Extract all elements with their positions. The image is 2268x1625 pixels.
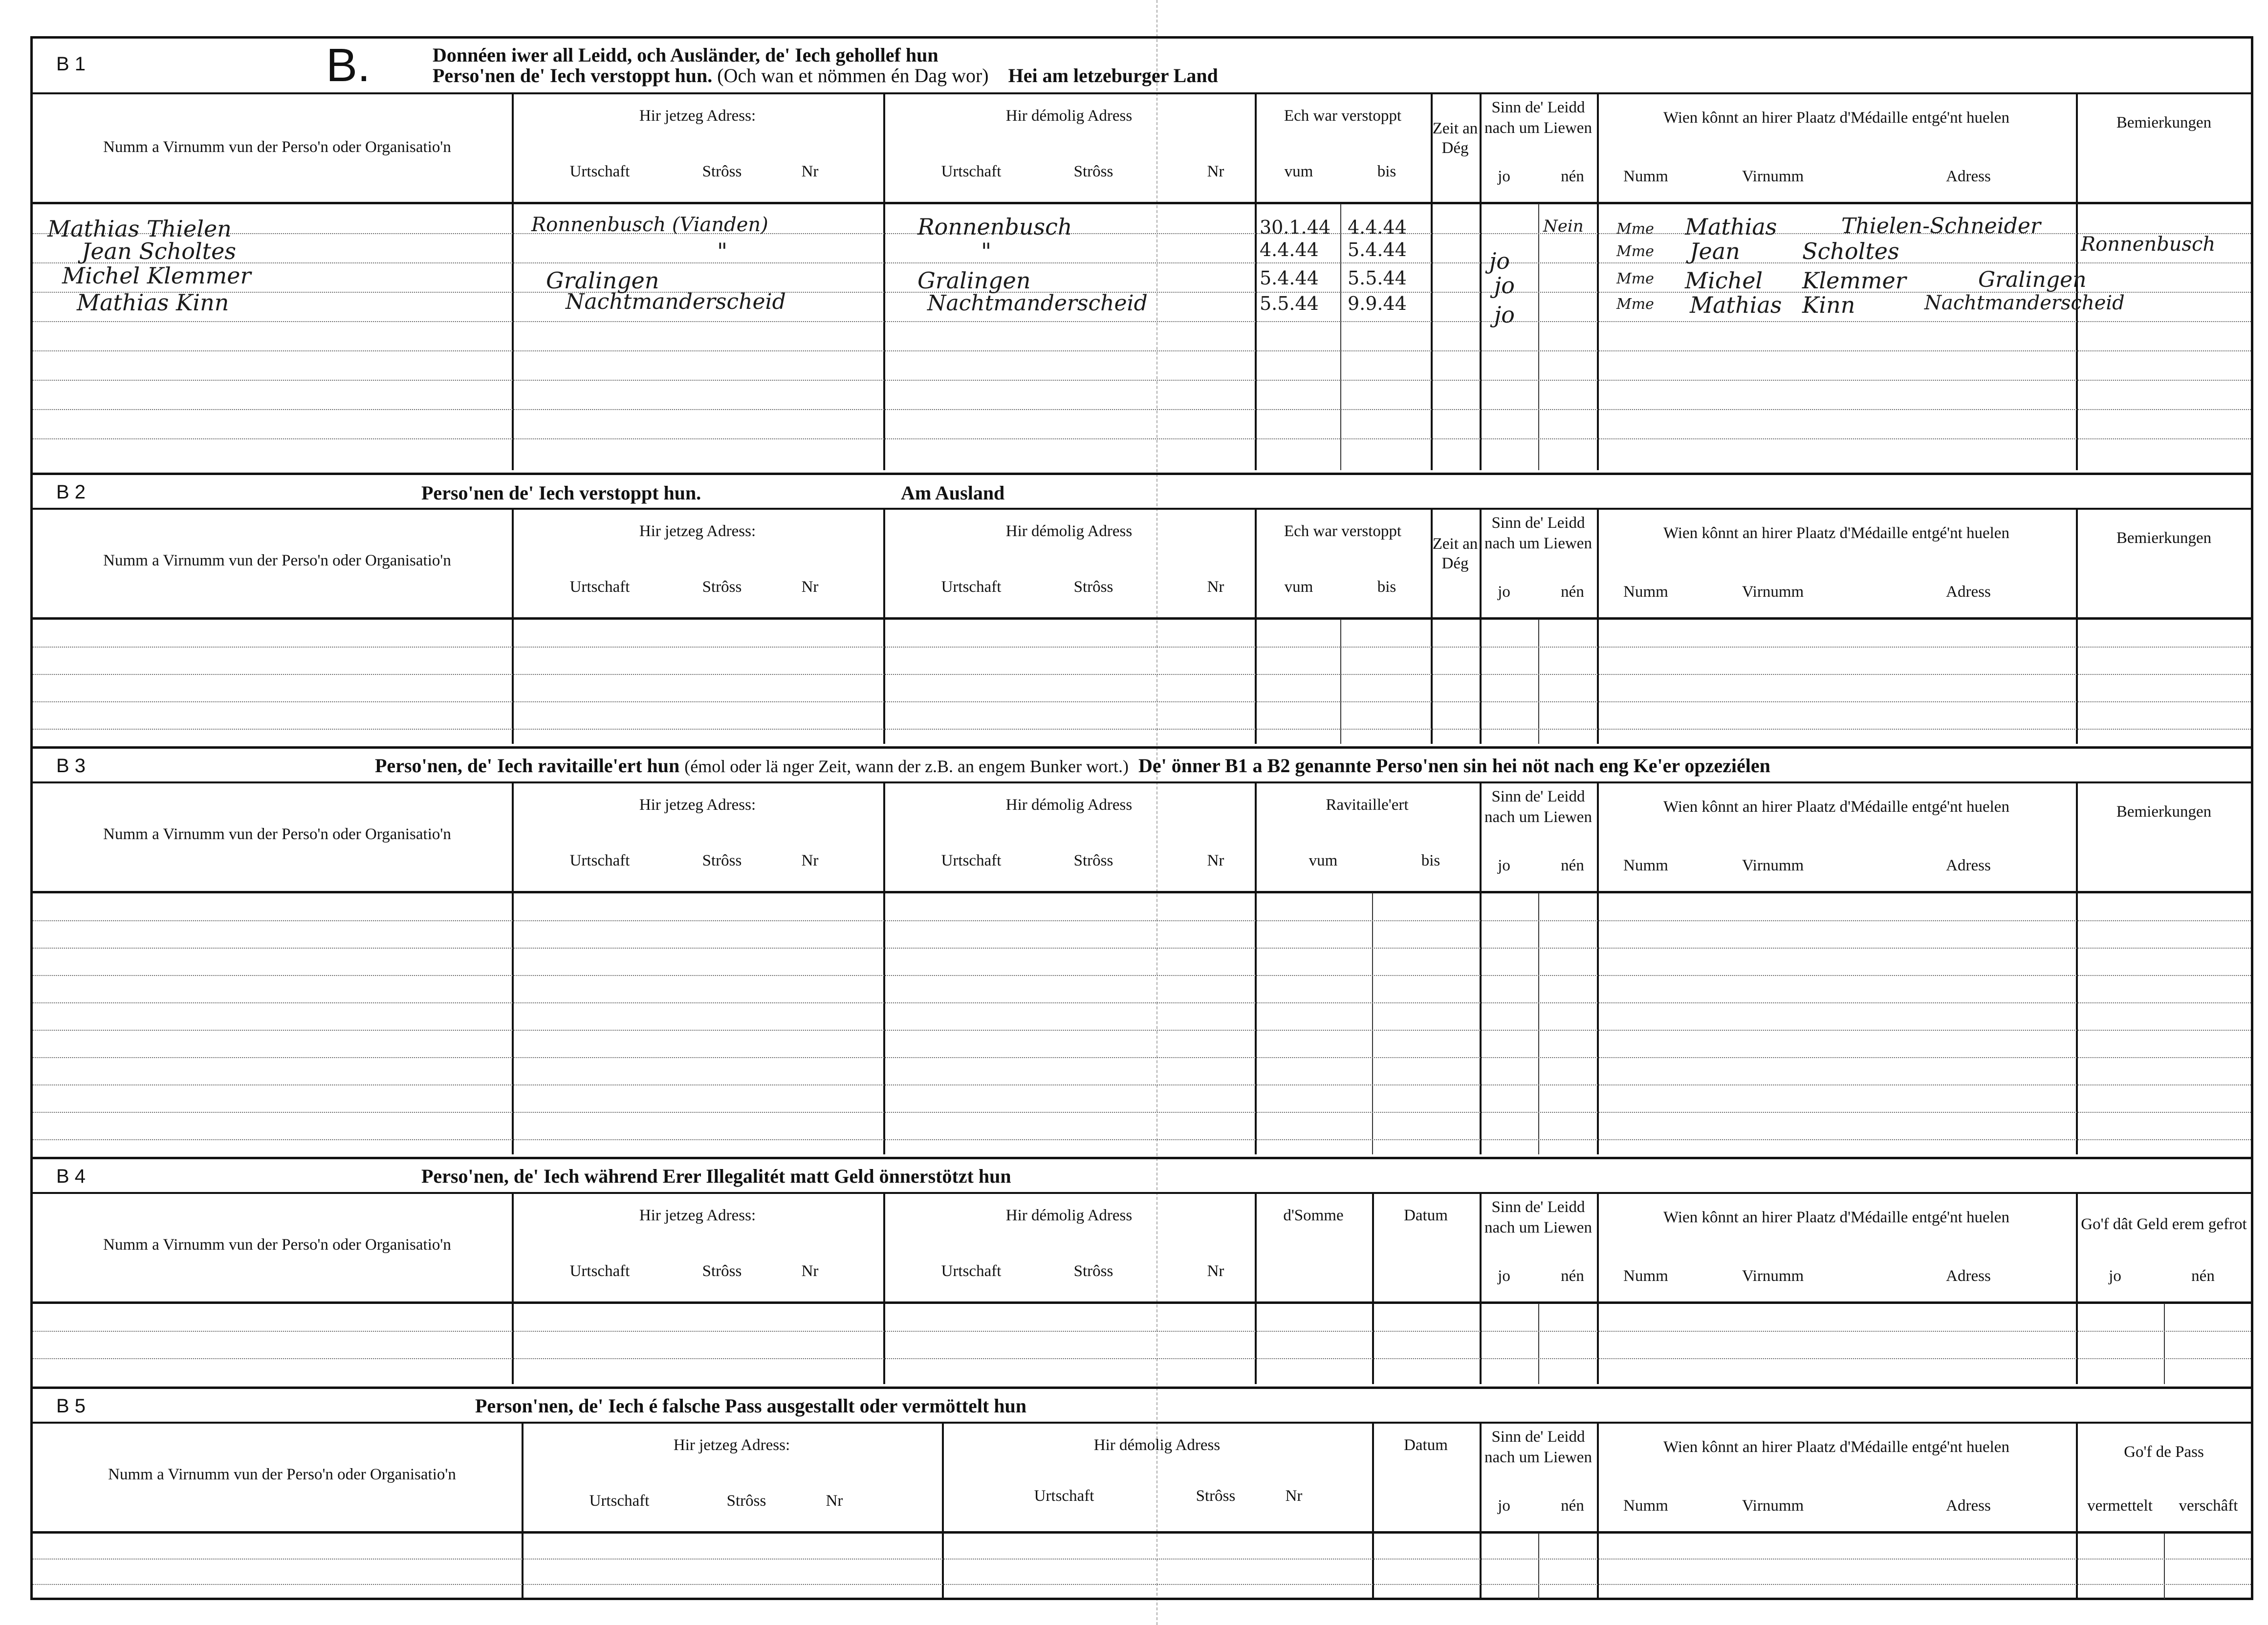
b5-h-gof-pass: Go'f de Pass xyxy=(2124,1443,2204,1461)
b1-h-vum: vum xyxy=(1284,163,1313,180)
b1-entry3-from: 5.4.44 xyxy=(1260,267,1319,289)
b1-entry4-cur-town: Nachtmanderscheid xyxy=(566,289,786,314)
b1-entry2-medal-first: Jean xyxy=(1690,238,1740,264)
b2-h-cur-stross: Strôss xyxy=(702,578,742,596)
b5-h-medal: Wien kônnt an hirer Plaatz d'Médaille entgé'nt huelen xyxy=(1663,1438,2009,1456)
b4-title-bar xyxy=(33,1157,2251,1194)
b2-h-zeit: Zeit an Dég xyxy=(1432,535,1478,572)
form-sheet xyxy=(30,36,2253,1600)
b4-h-cur-stross: Strôss xyxy=(702,1262,742,1280)
b2-h-vum: vum xyxy=(1284,578,1313,596)
b1-entry1-cur-town: Ronnenbusch (Vianden) xyxy=(531,214,768,236)
b2-h-old-address: Hir démolig Adress xyxy=(1005,522,1133,540)
b3-h-vum: vum xyxy=(1308,852,1338,869)
b3-title: Perso'nen, de' Iech ravitaille'ert hun (émol oder lä nger Zeit, wann der z.B. an engem Bunker wort.) De' önner B1 a B2 genannte Perso'nen sin hei nöt nach eng Ke'er opzeziélen xyxy=(375,755,1770,777)
b1-entry3-old-town: Gralingen xyxy=(917,267,1031,294)
b1-h-medal: Wien kônnt an hirer Plaatz d'Médaille entgé'nt huelen xyxy=(1663,109,2009,127)
b2-title-place: Am Ausland xyxy=(901,482,1005,504)
b5-title: Person'nen, de' Iech é falsche Pass ausgestallt oder vermöttelt hun xyxy=(475,1395,1027,1417)
b1-h-name: Numm a Virnumm vun der Perso'n oder Organisatio'n xyxy=(103,138,451,156)
b1-entry2-old-town: " xyxy=(981,238,992,264)
b3-h-name: Numm a Virnumm vun der Perso'n oder Organisatio'n xyxy=(103,825,451,843)
b4-h-old-address: Hir démolig Adress xyxy=(1005,1207,1133,1224)
b1-header xyxy=(33,94,2251,204)
b1-h-bis: bis xyxy=(1377,163,1396,180)
b1-entry4-medal-first: Mathias xyxy=(1690,292,1782,318)
b3-h-virnumm: Virnumm xyxy=(1742,857,1804,874)
b1-entry1-medal-first: Mathias xyxy=(1685,214,1777,240)
b1-h-jo: jo xyxy=(1498,168,1510,185)
b5-h-virnumm: Virnumm xyxy=(1742,1497,1804,1515)
b4-h-gof-geld: Go'f dât Geld erem gefrot xyxy=(2081,1215,2247,1233)
b1-entry2-medal-title: Mme xyxy=(1616,243,1654,260)
b1-h-adress: Adress xyxy=(1946,168,1991,185)
b5-h-nen: nén xyxy=(1561,1497,1584,1515)
b5-header xyxy=(33,1424,2251,1534)
b2-h-old-nr: Nr xyxy=(1207,578,1224,596)
b2-title-bar xyxy=(33,473,2251,510)
b2-h-old-urtschaft: Urtschaft xyxy=(941,578,1002,596)
b3-h-cur-stross: Strôss xyxy=(702,852,742,869)
b1-entry2-name: Jean Scholtes xyxy=(82,238,236,264)
section-b1 xyxy=(33,39,2251,473)
b5-title-bar xyxy=(33,1387,2251,1424)
b2-title: Perso'nen de' Iech verstoppt hun. xyxy=(421,482,701,504)
b1-h-cur-urtschaft: Urtschaft xyxy=(569,163,630,180)
b4-h-old-nr: Nr xyxy=(1207,1262,1224,1280)
b1-entry3-to: 5.5.44 xyxy=(1348,267,1407,289)
b5-h-adress: Adress xyxy=(1946,1497,1991,1515)
section-b2 xyxy=(33,473,2251,746)
b5-h-cur-nr: Nr xyxy=(826,1492,843,1510)
b5-h-old-stross: Strôss xyxy=(1196,1487,1236,1505)
section-b5 xyxy=(33,1387,2251,1602)
b1-entry2-to: 5.4.44 xyxy=(1348,239,1407,260)
b1-entry1-medal-title: Mme xyxy=(1616,220,1654,238)
b2-h-adress: Adress xyxy=(1946,583,1991,601)
b1-h-cur-nr: Nr xyxy=(801,163,819,180)
b5-h-numm: Numm xyxy=(1623,1497,1668,1515)
b4-label: B 4 xyxy=(56,1166,86,1187)
b3-h-old-nr: Nr xyxy=(1207,852,1224,869)
b1-h-virnumm: Virnumm xyxy=(1742,168,1804,185)
b4-h-cur-address: Hir jetzeg Adress: xyxy=(639,1207,756,1224)
b1-big-letter: B. xyxy=(326,39,371,91)
b1-rows xyxy=(33,204,2251,470)
b1-title-line1: Donnéen iwer all Leidd, och Ausländer, de' Iech gehollef hun xyxy=(433,44,938,66)
b3-h-medal: Wien kônnt an hirer Plaatz d'Médaille entgé'nt huelen xyxy=(1663,798,2009,816)
b1-h-cur-stross: Strôss xyxy=(702,163,742,180)
b1-entry1-name: Mathias Thielen xyxy=(47,216,232,242)
b2-h-nen: nén xyxy=(1561,583,1584,601)
b1-entry3-cur-town: Gralingen xyxy=(546,267,659,294)
b5-h-old-nr: Nr xyxy=(1285,1487,1303,1505)
b2-h-cur-address: Hir jetzeg Adress: xyxy=(639,522,756,540)
b5-h-old-urtschaft: Urtschaft xyxy=(1034,1487,1094,1505)
b4-h-jo: jo xyxy=(1498,1267,1510,1285)
b1-title-line2: Perso'nen de' Iech verstoppt hun. (Och wan et nömmen én Dag wor) Hei am letzeburger Land xyxy=(433,65,1218,87)
b1-entry4-to: 9.9.44 xyxy=(1348,293,1407,314)
b4-h-datum: Datum xyxy=(1404,1207,1448,1224)
b1-h-numm: Numm xyxy=(1623,168,1668,185)
b1-h-zeit: Zeit an Dég xyxy=(1432,120,1478,157)
b4-h-numm: Numm xyxy=(1623,1267,1668,1285)
b3-h-numm: Numm xyxy=(1623,857,1668,874)
b1-entry4-old-town: Nachtmanderscheid xyxy=(927,291,1148,316)
b1-h-old-stross: Strôss xyxy=(1073,163,1113,180)
b4-h-old-urtschaft: Urtschaft xyxy=(941,1262,1002,1280)
b5-h-jo: jo xyxy=(1498,1497,1510,1515)
b5-h-cur-urtschaft: Urtschaft xyxy=(589,1492,650,1510)
b2-h-medal: Wien kônnt an hirer Plaatz d'Médaille entgé'nt huelen xyxy=(1663,524,2009,542)
b4-h-medal: Wien kônnt an hirer Plaatz d'Médaille entgé'nt huelen xyxy=(1663,1209,2009,1226)
b4-title: Perso'nen, de' Iech während Erer Illegalitét matt Geld önnerstötzt hun xyxy=(421,1165,1011,1187)
b1-entry3-jo: jo xyxy=(1494,272,1515,299)
section-b4 xyxy=(33,1157,2251,1387)
b4-rows xyxy=(33,1303,2251,1384)
b3-h-old-urtschaft: Urtschaft xyxy=(941,852,1002,869)
b1-entry1-to: 4.4.44 xyxy=(1348,217,1407,238)
b3-h-adress: Adress xyxy=(1946,857,1991,874)
b1-h-hidden: Ech war verstoppt xyxy=(1284,107,1402,125)
b2-h-bis: bis xyxy=(1377,578,1396,596)
b1-entry1-remark: Ronnenbusch xyxy=(2081,233,2216,256)
b1-title-bar xyxy=(33,39,2251,94)
b2-h-name: Numm a Virnumm vun der Perso'n oder Organisatio'n xyxy=(103,552,451,569)
b4-h-sinn: Sinn de' Leidd nach um Liewen xyxy=(1484,1198,1592,1236)
b3-h-cur-address: Hir jetzeg Adress: xyxy=(639,796,756,814)
b4-h-name: Numm a Virnumm vun der Perso'n oder Organisatio'n xyxy=(103,1236,451,1254)
b5-h-datum: Datum xyxy=(1404,1436,1448,1454)
b2-h-numm: Numm xyxy=(1623,583,1668,601)
b1-entry4-jo: jo xyxy=(1494,302,1515,328)
b1-h-old-urtschaft: Urtschaft xyxy=(941,163,1002,180)
b4-header xyxy=(33,1194,2251,1304)
b1-entry1-nen: Nein xyxy=(1543,217,1584,236)
b2-h-virnumm: Virnumm xyxy=(1742,583,1804,601)
b5-h-verschaft: verschâft xyxy=(2179,1497,2238,1515)
b3-rows xyxy=(33,893,2251,1154)
b3-h-old-stross: Strôss xyxy=(1073,852,1113,869)
b4-h-cur-urtschaft: Urtschaft xyxy=(569,1262,630,1280)
b1-label: B 1 xyxy=(56,53,86,75)
b1-entry2-from: 4.4.44 xyxy=(1260,239,1319,260)
b2-header xyxy=(33,510,2251,620)
b3-header xyxy=(33,783,2251,893)
b5-h-cur-stross: Strôss xyxy=(726,1492,766,1510)
b3-title-bar xyxy=(33,746,2251,783)
b1-entry3-name: Michel Klemmer xyxy=(62,262,251,289)
b3-h-cur-nr: Nr xyxy=(801,852,819,869)
b5-h-old-address: Hir démolig Adress xyxy=(1093,1436,1221,1454)
b3-h-ravitailleert: Ravitaille'ert xyxy=(1326,796,1409,814)
b3-h-nen: nén xyxy=(1561,857,1584,874)
b5-label: B 5 xyxy=(56,1395,86,1417)
b5-h-cur-address: Hir jetzeg Adress: xyxy=(673,1436,790,1454)
b3-h-jo: jo xyxy=(1498,857,1510,874)
b3-h-old-address: Hir démolig Adress xyxy=(1005,796,1133,814)
b1-entry1-medal-last: Thielen-Schneider xyxy=(1841,214,2041,238)
b3-h-bemierkungen: Bemierkungen xyxy=(2116,803,2212,821)
b4-h-adress: Adress xyxy=(1946,1267,1991,1285)
b4-h-old-stross: Strôss xyxy=(1073,1262,1113,1280)
section-b3 xyxy=(33,746,2251,1157)
b2-h-cur-nr: Nr xyxy=(801,578,819,596)
b1-entry4-from: 5.5.44 xyxy=(1260,293,1319,314)
b2-rows xyxy=(33,619,2251,744)
b1-entry3-medal-title: Mme xyxy=(1616,270,1654,287)
b1-entry2-jo: jo xyxy=(1489,248,1510,274)
b1-entry4-remark: Nachtmanderscheid xyxy=(1924,292,2125,314)
b1-entry3-remark: Gralingen xyxy=(1978,267,2087,292)
b2-h-jo: jo xyxy=(1498,583,1510,601)
b1-entry3-medal-first: Michel xyxy=(1685,267,1763,294)
b4-h-gof-nen: nén xyxy=(2191,1267,2215,1285)
b4-h-somme: d'Somme xyxy=(1283,1207,1344,1224)
b4-h-nen: nén xyxy=(1561,1267,1584,1285)
b5-h-sinn: Sinn de' Leidd nach um Liewen xyxy=(1484,1428,1592,1466)
b3-label: B 3 xyxy=(56,755,86,777)
b1-h-cur-address: Hir jetzeg Adress: xyxy=(639,107,756,125)
b4-h-gof-jo: jo xyxy=(2109,1267,2121,1285)
b1-h-old-address: Hir démolig Adress xyxy=(1005,107,1133,125)
b1-h-sinn: Sinn de' Leidd nach um Liewen xyxy=(1484,99,1592,137)
b1-entry1-old-town: Ronnenbusch xyxy=(917,214,1072,240)
b3-h-bis: bis xyxy=(1421,852,1440,869)
b1-h-bemierkungen: Bemierkungen xyxy=(2116,114,2212,131)
b4-h-cur-nr: Nr xyxy=(801,1262,819,1280)
b1-entry2-medal-last: Scholtes xyxy=(1802,238,1899,264)
b1-h-old-nr: Nr xyxy=(1207,163,1224,180)
b4-h-virnumm: Virnumm xyxy=(1742,1267,1804,1285)
b1-entry4-name: Mathias Kinn xyxy=(77,289,229,316)
b2-label: B 2 xyxy=(56,481,86,503)
b1-entry1-from: 30.1.44 xyxy=(1260,217,1331,238)
b1-h-nen: nén xyxy=(1561,168,1584,185)
b5-h-name: Numm a Virnumm vun der Perso'n oder Organisatio'n xyxy=(108,1466,456,1483)
b2-h-sinn: Sinn de' Leidd nach um Liewen xyxy=(1484,514,1592,552)
b1-entry3-medal-last: Klemmer xyxy=(1802,267,1906,294)
b2-h-hidden: Ech war verstoppt xyxy=(1284,522,1402,540)
b2-h-cur-urtschaft: Urtschaft xyxy=(569,578,630,596)
b2-h-bemierkungen: Bemierkungen xyxy=(2116,529,2212,547)
b1-entry4-medal-last: Kinn xyxy=(1802,292,1855,318)
b1-entry4-medal-title: Mme xyxy=(1616,296,1654,313)
b3-h-sinn: Sinn de' Leidd nach um Liewen xyxy=(1484,788,1592,826)
b1-entry2-cur-town: " xyxy=(717,238,728,264)
b5-h-vermettelt: vermettelt xyxy=(2087,1497,2153,1515)
b2-h-old-stross: Strôss xyxy=(1073,578,1113,596)
b5-rows xyxy=(33,1533,2251,1599)
b3-h-cur-urtschaft: Urtschaft xyxy=(569,852,630,869)
